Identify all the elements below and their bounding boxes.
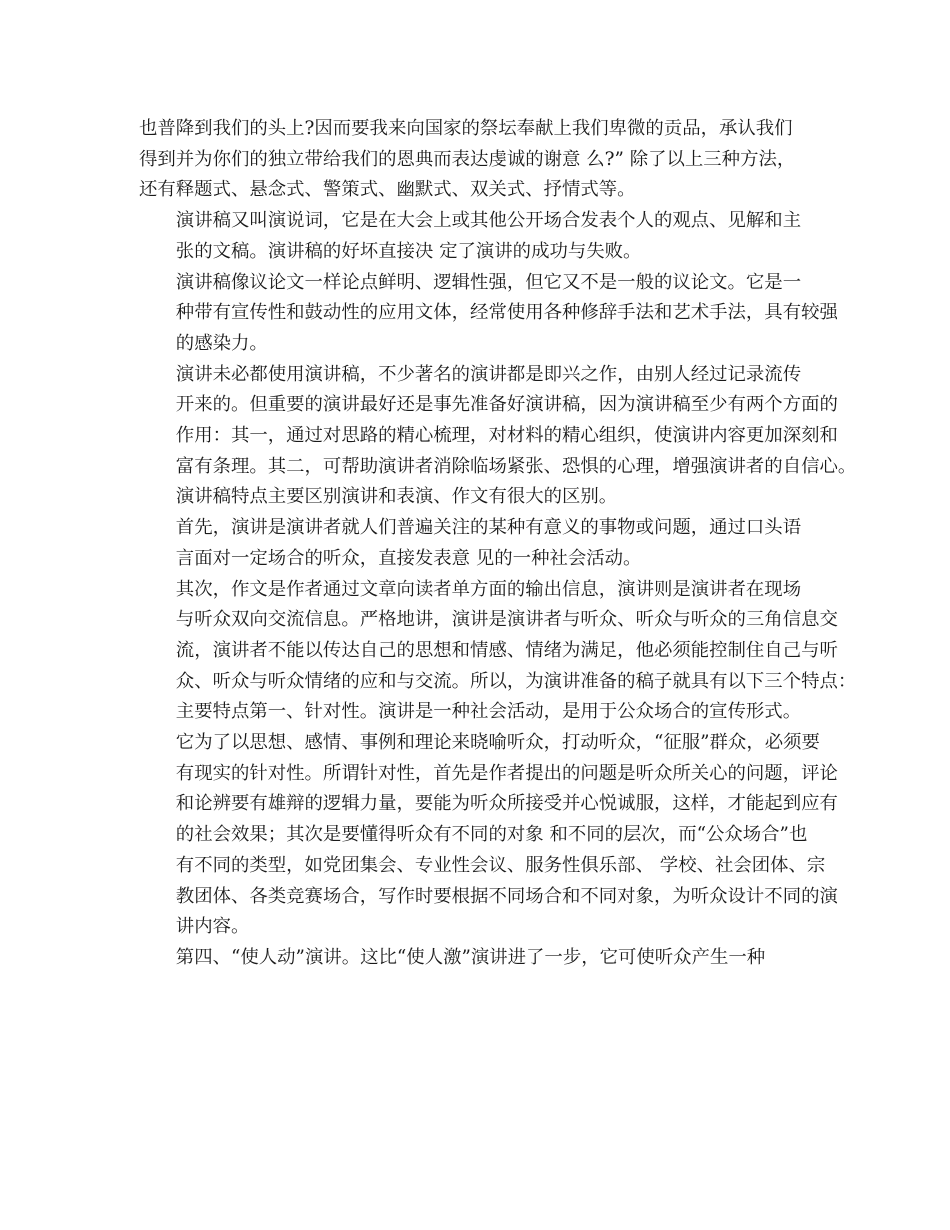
text-line: 演讲未必都使用演讲稿，不少著名的演讲都是即兴之作，由别人经过记录流传: [175, 363, 802, 385]
text-line: 演讲稿又叫演说词，它是在大会上或其他公开场合发表个人的观点、见解和主: [175, 210, 802, 232]
text-line: 讲内容。: [175, 916, 250, 938]
text-line: 的社会效果；其次是要懂得听众有不同的对象 和不同的层次，而“公众场合”也: [175, 824, 808, 846]
text-line: 流，演讲者不能以传达自己的思想和情感、情绪为满足，他必须能控制住自己与听: [175, 639, 838, 661]
text-line: 开来的。但重要的演讲最好还是事先准备好演讲稿，因为演讲稿至少有两个方面的: [175, 394, 838, 416]
text-line: 的感染力。: [175, 332, 268, 354]
text-line: 和论辨要有雄辩的逻辑力量，要能为听众所接受并心悦诚服，这样，才能起到应有: [175, 793, 838, 815]
text-line: 有不同的类型，如党团集会、专业性会议、服务性俱乐部、 学校、社会团体、宗: [175, 854, 826, 876]
text-line: 首先，演讲是演讲者就人们普遍关注的某种有意义的事物或问题，通过口头语: [175, 517, 802, 539]
paragraph: [139, 206, 815, 267]
text-line: 教团体、各类竞赛场合，写作时要根据不同场合和不同对象，为听众设计不同的演: [175, 885, 838, 907]
text-line: 有现实的针对性。所谓针对性，首先是作者提出的问题是听众所关心的问题，评论: [175, 762, 838, 784]
text-line: 其次，作文是作者通过文章向读者单方面的输出信息，演讲则是演讲者在现场: [175, 578, 802, 600]
text-line: 种带有宣传性和鼓动性的应用文体，经常使用各种修辞手法和艺术手法，具有较强: [175, 302, 838, 324]
document-body: [139, 114, 857, 974]
paragraph: [139, 575, 857, 698]
paragraph: [139, 360, 857, 483]
paragraph: [139, 513, 815, 574]
text-line: 与听众双向交流信息。严格地讲，演讲是演讲者与听众、听众与听众的三角信息交: [175, 609, 838, 631]
text-line: 主要特点第一、针对性。演讲是一种社会活动，是用于公众场合的宣传形式。: [175, 701, 802, 723]
paragraph: [139, 943, 815, 974]
text-line: 还有释题式、悬念式、警策式、幽默式、双关式、抒情式等。: [139, 179, 636, 201]
text-line: 它为了以思想、感情、事例和理论来晓喻听众，打动听众，“征服”群众，必须要: [175, 732, 820, 754]
text-line: 言面对一定场合的听众，直接发表意 见的一种社会活动。: [175, 547, 642, 569]
text-line: 张的文稿。演讲稿的好坏直接决 定了演讲的成功与失败。: [175, 240, 642, 262]
paragraph: [139, 114, 815, 206]
text-line: 众、听众与听众情绪的应和与交流。所以，为演讲准备的稿子就具有以下三个特点：: [175, 670, 857, 692]
text-line: 得到并为你们的独立带给我们的恩典而表达虔诚的谢意 么?” 除了以上三种方法，: [139, 148, 796, 170]
text-line: 演讲稿特点主要区别演讲和表演、作文有很大的区别。: [175, 486, 618, 508]
text-line: 富有条理。其二，可帮助演讲者消除临场紧张、恐惧的心理，增强演讲者的自信心。: [175, 455, 857, 477]
paragraph: [139, 697, 838, 943]
paragraph: [139, 268, 838, 360]
text-line: 作用：其一，通过对思路的精心梳理，对材料的精心组织，使演讲内容更加深刻和: [175, 425, 838, 447]
text-line: 演讲稿像议论文一样论点鲜明、逻辑性强，但它又不是一般的议论文。它是一: [175, 271, 802, 293]
paragraph: [139, 482, 815, 513]
text-line: 也普降到我们的头上?因而要我来向国家的祭坛奉献上我们卑微的贡品，承认我们: [139, 118, 793, 139]
text-line: 第四、“使人动”演讲。这比“使人激”演讲进了一步，它可使听众产生一种: [175, 946, 766, 968]
